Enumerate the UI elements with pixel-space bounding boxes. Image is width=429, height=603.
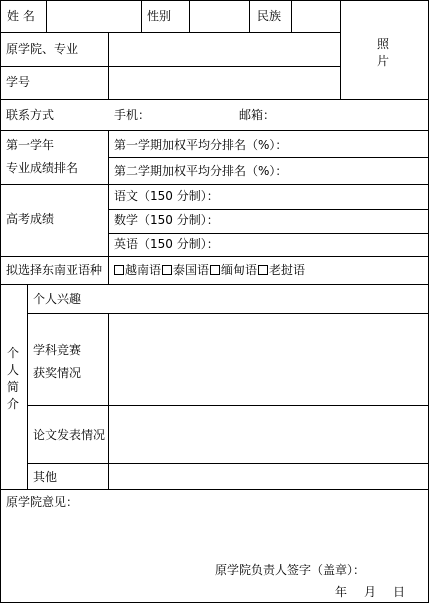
- checkbox-vietnamese[interactable]: [114, 265, 124, 275]
- phone-label: 手机：: [114, 108, 151, 122]
- semester2-rank-label: 第二学期加权平均分排名（%）：: [114, 164, 288, 178]
- language-choice-label: 拟选择东南亚语种: [6, 263, 103, 277]
- option-thai: 泰国语: [173, 263, 210, 277]
- option-lao: 老挝语: [269, 263, 306, 277]
- contact-label: 联系方式: [6, 108, 55, 122]
- other-label: 其他: [33, 470, 58, 484]
- checkbox-burmese[interactable]: [210, 265, 220, 275]
- awards-label: 学科竞赛: [33, 343, 82, 357]
- papers-label: 论文发表情况: [33, 428, 106, 442]
- interests-label: 个人兴趣: [33, 292, 82, 306]
- name-label: 姓 名: [7, 9, 35, 23]
- signature-label: 原学院负责人签字（盖章）：: [215, 563, 366, 577]
- option-vietnamese: 越南语: [125, 263, 162, 277]
- math-score-label: 数学（150 分制）：: [114, 213, 219, 227]
- date-month-label: 月: [364, 585, 377, 599]
- first-year-rank-label: 第一学年: [6, 138, 55, 152]
- photo-label: 照片: [376, 37, 389, 68]
- gender-label: 性别: [147, 9, 172, 23]
- date-year-label: 年: [335, 585, 348, 599]
- language-options: [113, 263, 305, 277]
- gaokao-label: 高考成绩: [6, 212, 55, 226]
- college-opinion-label: 原学院意见：: [6, 495, 79, 509]
- checkbox-lao[interactable]: [258, 265, 268, 275]
- first-year-rank-label-2: 专业成绩排名: [6, 161, 79, 175]
- date-day-label: 日: [393, 585, 406, 599]
- student-id-label: 学号: [6, 75, 31, 89]
- english-score-label: 英语（150 分制）：: [114, 237, 219, 251]
- college-major-label: 原学院、专业: [6, 42, 79, 56]
- semester1-rank-label: 第一学期加权平均分排名（%）：: [114, 138, 288, 152]
- chinese-score-label: 语文（150 分制）：: [114, 189, 219, 203]
- profile-label: 个人简介: [6, 346, 19, 411]
- awards-label-2: 获奖情况: [33, 366, 82, 380]
- option-burmese: 缅甸语: [221, 263, 258, 277]
- email-label: 邮箱：: [239, 108, 276, 122]
- ethnicity-label: 民族: [257, 9, 282, 23]
- checkbox-thai[interactable]: [162, 265, 172, 275]
